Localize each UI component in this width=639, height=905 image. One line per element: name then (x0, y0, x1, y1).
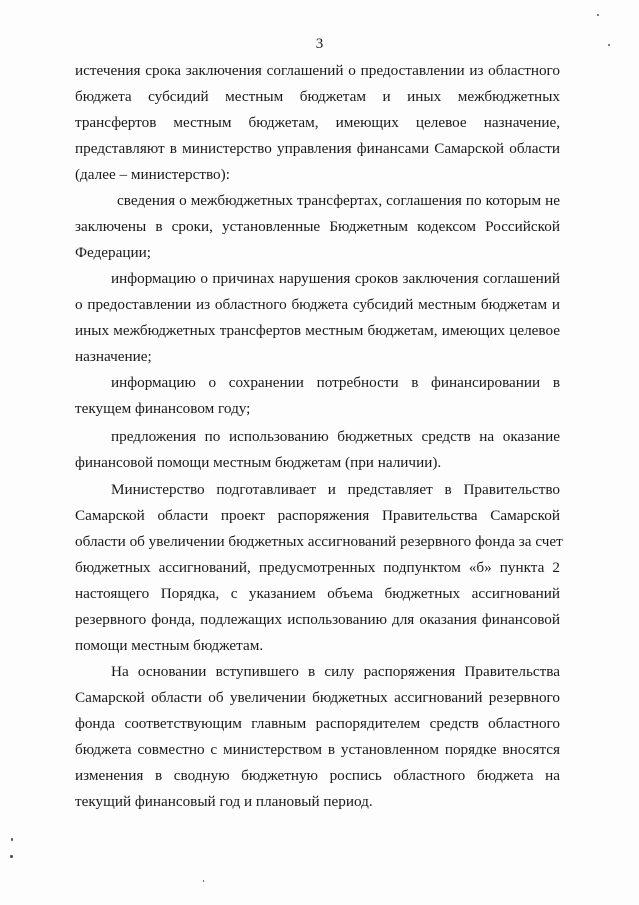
text-line: представляют в министерство управления финансами Самарской области (75, 140, 560, 157)
text-line: бюджетных ассигнований, предусмотренных подпунктом «б» пункта 2 (75, 559, 560, 576)
text-line: информацию о причинах нарушения сроков заключения соглашений (111, 270, 560, 287)
text-line: На основании вступившего в силу распоряжения Правительства (111, 663, 560, 680)
text-line: помощи местным бюджетам. (75, 637, 264, 654)
text-line: Министерство подготавливает и представляет в Правительство (111, 481, 560, 498)
text-line: Самарской области об увеличении бюджетных ассигнований резервного (75, 689, 560, 706)
text-line: трансфертов местным бюджетам, имеющих целевое назначение, (75, 114, 560, 131)
scan-speck (597, 14, 599, 16)
text-line: Самарской области проект распоряжения Правительства Самарской (75, 507, 560, 524)
text-line: назначение; (75, 348, 152, 365)
text-line: сведения о межбюджетных трансфертах, соглашения по которым не (117, 192, 560, 209)
text-line: финансовой помощи местным бюджетам (при наличии). (75, 454, 442, 471)
text-line: предложения по использованию бюджетных средств на оказание (111, 428, 560, 445)
text-line: о предоставлении из областного бюджета субсидий местным бюджетам и (75, 296, 560, 313)
text-line: Федерации; (75, 244, 151, 261)
text-line: изменения в сводную бюджетную роспись областного бюджета на (75, 767, 560, 784)
text-line: бюджета субсидий местным бюджетам и иных межбюджетных (75, 88, 560, 105)
page-number: 3 (315, 36, 324, 52)
text-line: бюджета совместно с министерством в установленном порядке вносятся (75, 741, 560, 758)
text-line: настоящего Порядка, с указанием объема бюджетных ассигнований (75, 585, 560, 602)
text-line: резервного фонда, подлежащих использованию для оказания финансовой (75, 611, 560, 628)
text-line: текущий финансовый год и плановый период. (75, 793, 373, 810)
scan-speck (10, 855, 13, 858)
text-line: истечения срока заключения соглашений о предоставлении из областного (75, 62, 560, 79)
text-line: (далее – министерство): (75, 166, 230, 183)
text-line: фонда соответствующим главным распорядителем средств областного (75, 715, 560, 732)
text-line: заключены в сроки, установленные Бюджетным кодексом Российской (75, 218, 560, 235)
scan-speck (11, 838, 13, 841)
text-line: иных межбюджетных трансфертов местным бюджетам, имеющих целевое (75, 322, 560, 339)
scan-speck (608, 44, 610, 46)
text-line: текущем финансовом году; (75, 400, 251, 417)
text-line: информацию о сохранении потребности в финансировании в (111, 374, 560, 391)
text-line: области об увеличении бюджетных ассигнований резервного фонда за счет (75, 533, 563, 550)
scan-speck (203, 880, 204, 882)
